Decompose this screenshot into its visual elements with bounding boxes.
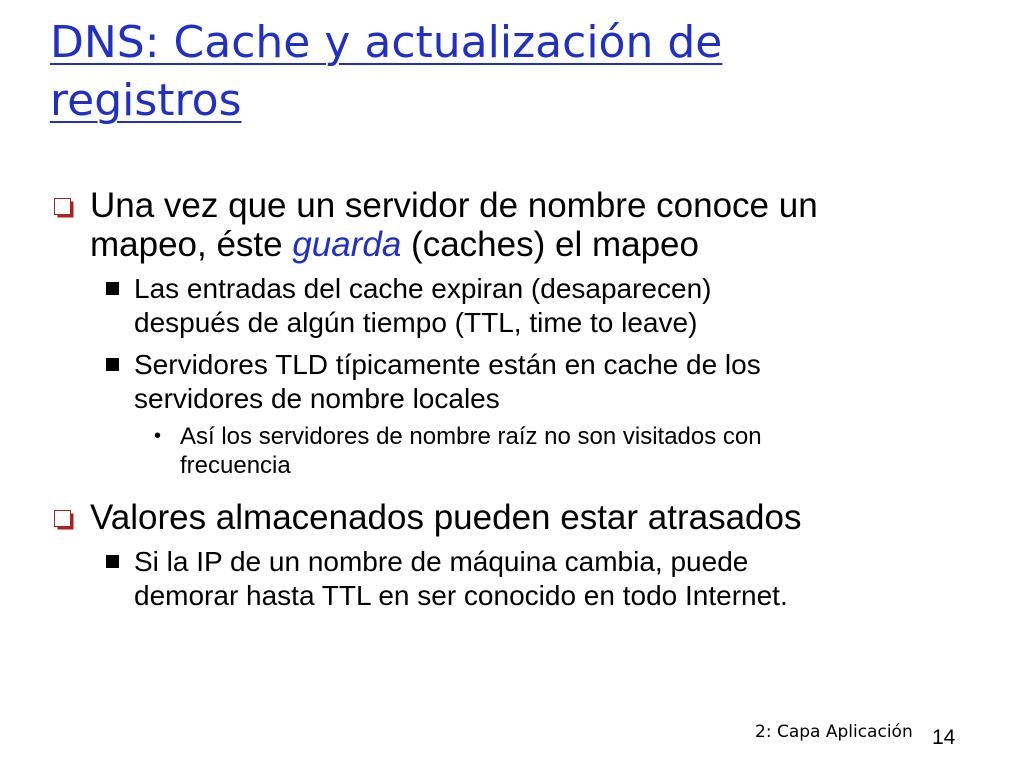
dot-bullet-icon: • xyxy=(154,425,162,447)
sub-bullet-1-1 xyxy=(50,272,970,340)
bullet-item-1 xyxy=(50,186,970,264)
bullet-1-text-before-emphasis: mapeo, éste xyxy=(90,225,293,264)
bullet-1-line-1: Una vez que un servidor de nombre conoce un xyxy=(90,186,818,225)
slide-title xyxy=(50,14,950,130)
sub-bullet-1-2-line-2: servidores de nombre locales xyxy=(134,383,500,414)
slide-body xyxy=(50,186,970,621)
page-number: 14 xyxy=(932,726,956,749)
checkbox-bullet-icon xyxy=(54,510,71,527)
checkbox-bullet-icon xyxy=(54,198,71,215)
sub-bullet-2-1 xyxy=(50,545,970,613)
sub-bullet-1-2 xyxy=(50,348,970,416)
footer-chapter-label: 2: Capa Aplicación xyxy=(755,722,913,742)
title-line-2: registros xyxy=(50,75,242,126)
sub-bullet-2-1-line-1: Si la IP de un nombre de máquina cambia, puede xyxy=(134,546,749,577)
sub-bullet-2-1-line-2: demorar hasta TTL en ser conocido en todo Internet. xyxy=(134,580,788,611)
sub-bullet-1-2-line-1: Servidores TLD típicamente están en cache de los xyxy=(134,349,761,380)
sub-sub-bullet-line-1: Así los servidores de nombre raíz no son visitados con xyxy=(180,423,762,450)
sub-sub-bullet-line-2: frecuencia xyxy=(180,452,291,479)
sub-bullet-1-1-line-1: Las entradas del cache expiran (desaparecen) xyxy=(134,273,712,304)
sub-sub-bullet-1-2-1 xyxy=(50,422,970,480)
bullet-1-text-after-emphasis: (caches) el mapeo xyxy=(401,225,699,264)
square-bullet-icon xyxy=(106,555,119,568)
title-line-1: DNS: Cache y actualización de xyxy=(50,17,723,68)
bullet-2-text: Valores almacenados pueden estar atrasados xyxy=(90,498,802,537)
square-bullet-icon xyxy=(106,358,119,371)
sub-bullet-1-1-line-2: después de algún tiempo (TTL, time to leave) xyxy=(134,307,698,338)
bullet-1-emphasis: guarda xyxy=(292,225,402,264)
square-bullet-icon xyxy=(106,282,119,295)
bullet-item-2 xyxy=(50,498,970,537)
